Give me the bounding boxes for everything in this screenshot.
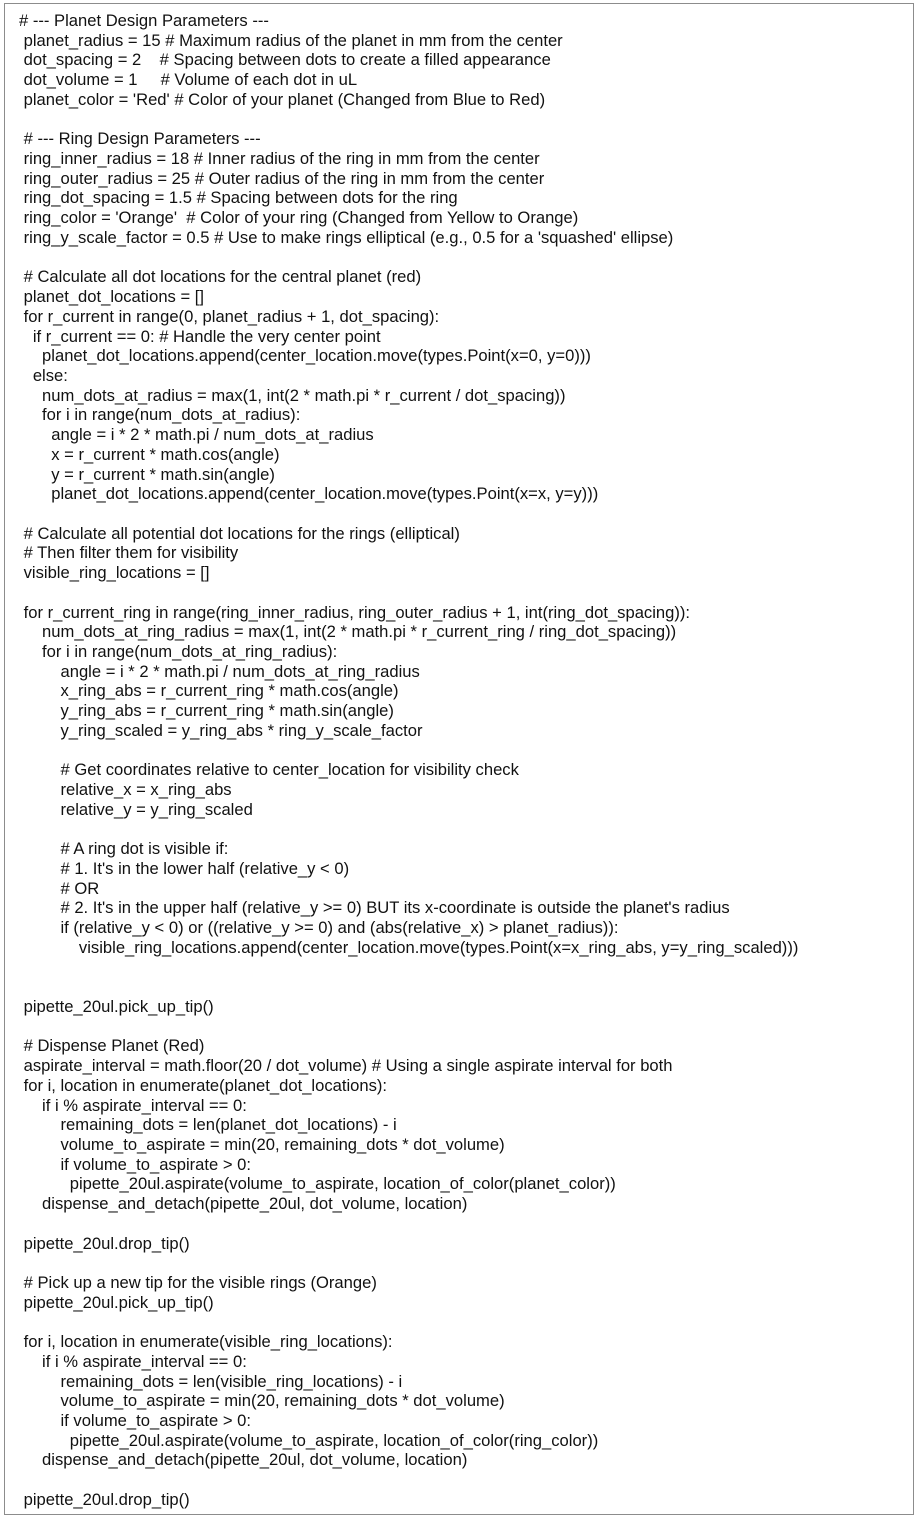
code-line [19, 1017, 798, 1037]
code-line: relative_x = x_ring_abs [19, 780, 232, 800]
code-body [19, 11, 798, 1510]
code-line: aspirate_interval = math.floor(20 / dot_volume) # Using a single aspirate interval for both [19, 1056, 673, 1076]
code-line: # --- Planet Design Parameters --- [19, 11, 269, 30]
code-line: visible_ring_locations.append(center_location.move(types.Point(x=x_ring_abs, y=y_ring_scaled))) [19, 937, 799, 957]
code-line: y_ring_scaled = y_ring_abs * ring_y_scale_factor [19, 720, 423, 740]
code-line: pipette_20ul.aspirate(volume_to_aspirate, location_of_color(planet_color)) [19, 1174, 616, 1194]
code-line: if r_current == 0: # Handle the very center point [19, 326, 381, 346]
code-line: remaining_dots = len(visible_ring_locations) - i [19, 1371, 403, 1391]
code-line: volume_to_aspirate = min(20, remaining_dots * dot_volume) [19, 1134, 505, 1154]
code-line: # 2. It's in the upper half (relative_y >= 0) BUT its x-coordinate is outside the planet's radius [19, 898, 730, 918]
code-line: for r_current_ring in range(ring_inner_radius, ring_outer_radius + 1, int(ring_dot_spacing)): [19, 602, 691, 622]
code-line: # --- Ring Design Parameters --- [19, 129, 261, 149]
code-line: planet_color = 'Red' # Color of your planet (Changed from Blue to Red) [19, 89, 546, 109]
code-line: x_ring_abs = r_current_ring * math.cos(angle) [19, 681, 399, 701]
code-line: if i % aspirate_interval == 0: [19, 1095, 247, 1115]
code-line: pipette_20ul.drop_tip() [19, 1489, 190, 1509]
code-line [19, 110, 798, 130]
code-line: angle = i * 2 * math.pi / num_dots_at_ring_radius [19, 661, 420, 681]
code-line: for r_current in range(0, planet_radius + 1, dot_spacing): [19, 306, 440, 326]
code-line: planet_dot_locations = [] [19, 287, 204, 307]
code-line: planet_dot_locations.append(center_location.move(types.Point(x=x, y=y))) [19, 484, 599, 504]
code-line: # A ring dot is visible if: [19, 839, 229, 859]
code-line [19, 248, 798, 268]
code-document [4, 3, 914, 1515]
code-line: volume_to_aspirate = min(20, remaining_dots * dot_volume) [19, 1391, 505, 1411]
code-line: for i in range(num_dots_at_ring_radius): [19, 642, 338, 661]
code-line [19, 819, 798, 839]
code-line: pipette_20ul.drop_tip() [19, 1233, 190, 1253]
code-line: # OR [19, 878, 100, 898]
code-line: ring_inner_radius = 18 # Inner radius of the ring in mm from the center [19, 149, 540, 169]
code-line [19, 741, 798, 761]
code-line: ring_color = 'Orange' # Color of your ring (Changed from Yellow to Orange) [19, 208, 579, 228]
code-line [19, 583, 798, 603]
code-line: # Get coordinates relative to center_location for visibility check [19, 760, 519, 780]
code-line: remaining_dots = len(planet_dot_locations) - i [19, 1115, 397, 1135]
code-line: angle = i * 2 * math.pi / num_dots_at_radius [19, 425, 374, 445]
code-line: ring_outer_radius = 25 # Outer radius of the ring in mm from the center [19, 168, 545, 188]
code-line: pipette_20ul.aspirate(volume_to_aspirate, location_of_color(ring_color)) [19, 1430, 599, 1450]
code-line: # Calculate all potential dot locations for the rings (elliptical) [19, 523, 460, 543]
code-line: y_ring_abs = r_current_ring * math.sin(angle) [19, 701, 394, 721]
code-line: if i % aspirate_interval == 0: [19, 1351, 247, 1371]
code-line [19, 1470, 798, 1490]
code-line: # 1. It's in the lower half (relative_y < 0) [19, 858, 350, 878]
code-line: ring_y_scale_factor = 0.5 # Use to make rings elliptical (e.g., 0.5 for a 'squashed' ellipse) [19, 227, 674, 247]
code-line: if (relative_y < 0) or ((relative_y >= 0) and (abs(relative_x) > planet_radius)): [19, 918, 619, 938]
code-line [19, 1214, 798, 1234]
code-line: dot_spacing = 2 # Spacing between dots to create a filled appearance [19, 50, 551, 70]
code-line: planet_radius = 15 # Maximum radius of the planet in mm from the center [19, 30, 563, 50]
code-line: if volume_to_aspirate > 0: [19, 1411, 251, 1431]
code-line: y = r_current * math.sin(angle) [19, 464, 275, 484]
code-line: for i in range(num_dots_at_radius): [19, 405, 301, 425]
code-line: for i, location in enumerate(visible_ring_locations): [19, 1332, 393, 1352]
code-line: visible_ring_locations = [] [19, 563, 210, 583]
code-line [19, 977, 798, 997]
code-line: ring_dot_spacing = 1.5 # Spacing between dots for the ring [19, 188, 458, 208]
code-line: num_dots_at_ring_radius = max(1, int(2 * math.pi * r_current_ring / ring_dot_spacing)) [19, 622, 677, 642]
code-line [19, 1312, 798, 1332]
code-line: pipette_20ul.pick_up_tip() [19, 996, 214, 1016]
code-line: dispense_and_detach(pipette_20ul, dot_volume, location) [19, 1450, 468, 1470]
code-line: planet_dot_locations.append(center_location.move(types.Point(x=0, y=0))) [19, 346, 591, 366]
code-line: pipette_20ul.pick_up_tip() [19, 1292, 214, 1312]
code-line: if volume_to_aspirate > 0: [19, 1154, 251, 1174]
code-line [19, 1253, 798, 1273]
code-line [19, 504, 798, 524]
code-line: # Pick up a new tip for the visible rings (Orange) [19, 1273, 377, 1292]
code-line: x = r_current * math.cos(angle) [19, 444, 280, 464]
code-line: else: [19, 365, 68, 385]
code-line: for i, location in enumerate(planet_dot_locations): [19, 1075, 388, 1095]
code-line [19, 958, 798, 978]
code-line: dot_volume = 1 # Volume of each dot in uL [19, 70, 358, 90]
code-line: # Calculate all dot locations for the central planet (red) [19, 267, 422, 287]
code-line: dispense_and_detach(pipette_20ul, dot_volume, location) [19, 1194, 468, 1214]
code-line: relative_y = y_ring_scaled [19, 799, 253, 819]
code-line: # Then filter them for visibility [19, 543, 239, 563]
code-line: # Dispense Planet (Red) [19, 1036, 205, 1056]
code-line: num_dots_at_radius = max(1, int(2 * math.pi * r_current / dot_spacing)) [19, 385, 566, 405]
